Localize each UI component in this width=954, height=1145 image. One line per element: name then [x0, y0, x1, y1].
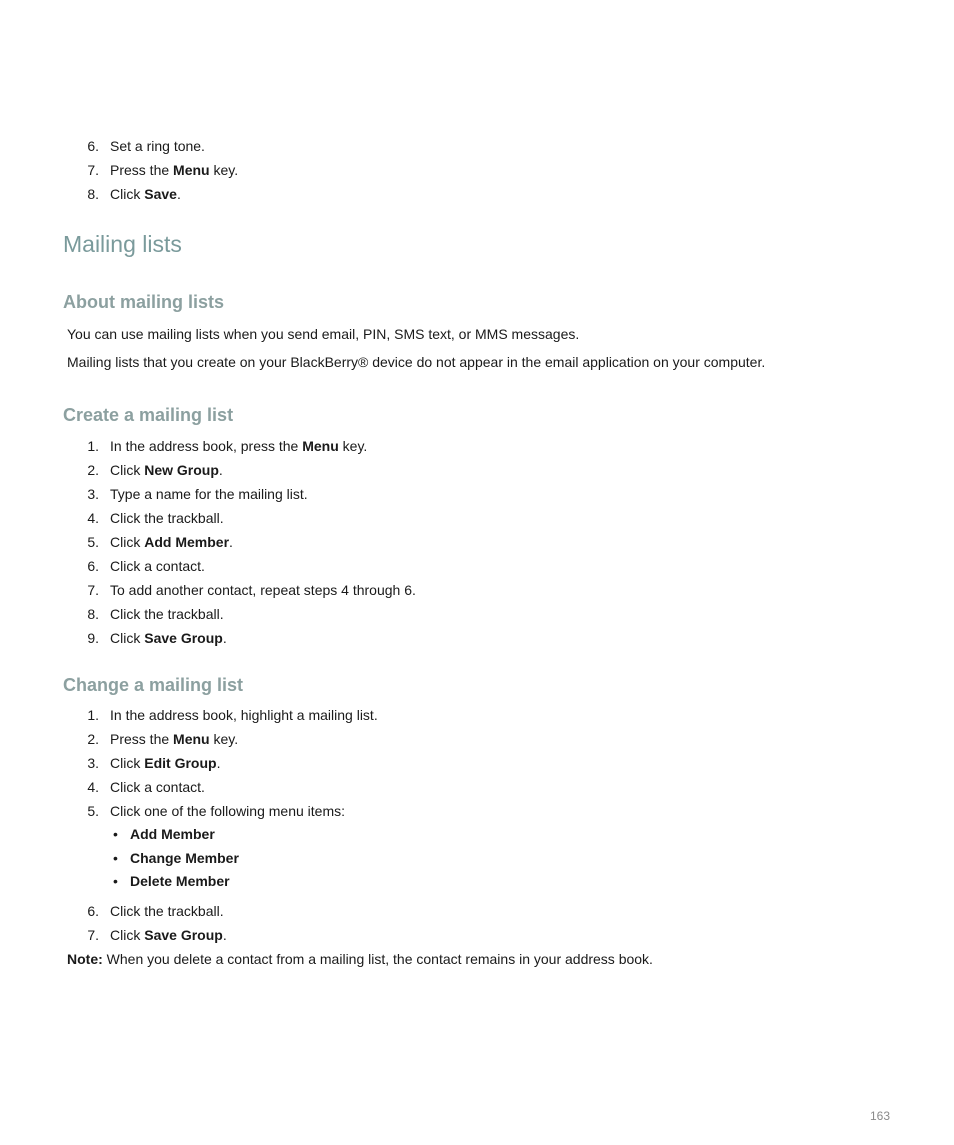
bullet-icon: • — [113, 873, 118, 889]
note-paragraph — [67, 948, 653, 970]
about-paragraph-1: You can use mailing lists when you send email, PIN, SMS text, or MMS messages. — [67, 326, 580, 342]
create-heading: Create a mailing list — [63, 405, 234, 425]
about-paragraph-2: Mailing lists that you create on your BlackBerry® device do not appear in the email application on your computer. — [67, 354, 766, 370]
section-title: Mailing lists — [63, 231, 182, 257]
change-heading: Change a mailing list — [63, 675, 244, 695]
bullet-icon: • — [113, 826, 118, 842]
about-heading: About mailing lists — [63, 292, 225, 312]
bullet-icon: • — [113, 849, 118, 866]
note-text: When you delete a contact from a mailing list, the contact remains in your address book. — [102, 951, 653, 967]
note-label: Note: — [67, 951, 103, 967]
document-page: 6. Set a ring tone. 7. Press the Menu key. 8. Click Save. Mailing lists About mailing lists You can use mailing lists when you send email, PIN, SMS text, or MMS messages. Mailing lists that you create on your BlackBerry® device do not appear in the email application on your computer. Create a mailing list 1. In the address book, press the Menu key. 2. Click New Group. 3. Type a name for the mailing list. 4. Click the trackball. 5. Click Add Member. 6. Click a contact. 7. To add another contact, repeat steps 4 through 6. 8. Click the trackball. 9. Click Save Group. Change a mailing list 1. In the address book, highlight a mailing list. 2. Press the Menu key. 3. Click Edit Group. 4. Click a contact. 5. Click one of the following menu items: • Add Member • Change Member • Delete Member 6. Click the trackball. 7. Click Save Group. Note: When you delete a contact from a mailing list, the contact remains in your address book. 163 — [63, 138, 890, 1123]
page-number: 163 — [869, 1109, 890, 1123]
